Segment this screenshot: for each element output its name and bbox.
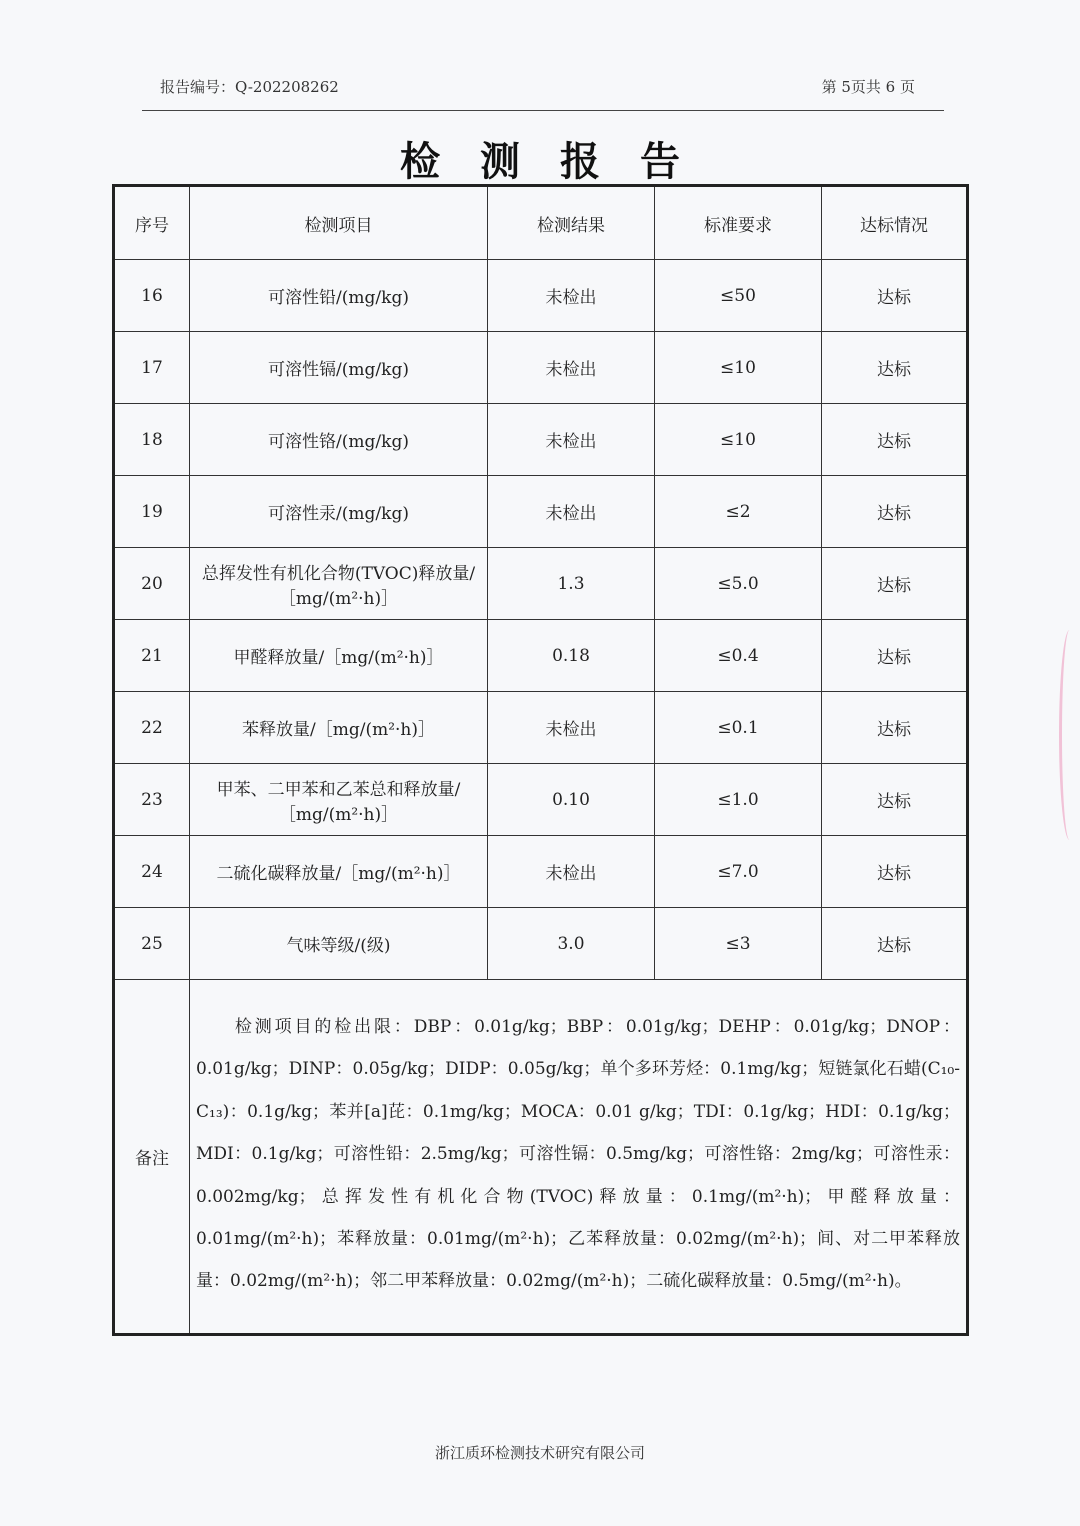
cell-no: 20 — [114, 548, 190, 620]
report-table — [112, 184, 969, 1336]
cell-result: 3.0 — [488, 908, 655, 980]
cell-result: 未检出 — [488, 836, 655, 908]
cell-result: 未检出 — [488, 260, 655, 332]
cell-item: 总挥发性有机化合物(TVOC)释放量/［mg/(m²·h)］ — [190, 548, 488, 620]
cell-status: 达标 — [822, 404, 968, 476]
cell-standard: ≤10 — [655, 332, 822, 404]
cell-status: 达标 — [822, 908, 968, 980]
cell-status: 达标 — [822, 476, 968, 548]
cell-standard: ≤5.0 — [655, 548, 822, 620]
table-row — [114, 476, 968, 548]
cell-standard: ≤0.4 — [655, 620, 822, 692]
cell-no: 18 — [114, 404, 190, 476]
cell-no: 21 — [114, 620, 190, 692]
table-row — [114, 908, 968, 980]
table-row — [114, 332, 968, 404]
cell-result: 1.3 — [488, 548, 655, 620]
col-header-no: 序号 — [114, 186, 190, 260]
cell-standard: ≤2 — [655, 476, 822, 548]
cell-result: 未检出 — [488, 404, 655, 476]
cell-item: 可溶性汞/(mg/kg) — [190, 476, 488, 548]
cell-no: 19 — [114, 476, 190, 548]
cell-no: 22 — [114, 692, 190, 764]
table-row — [114, 764, 968, 836]
cell-item: 甲苯、二甲苯和乙苯总和释放量/［mg/(m²·h)］ — [190, 764, 488, 836]
cell-standard: ≤10 — [655, 404, 822, 476]
cell-standard: ≤7.0 — [655, 836, 822, 908]
cell-result: 未检出 — [488, 476, 655, 548]
cell-status: 达标 — [822, 692, 968, 764]
cell-item: 二硫化碳释放量/［mg/(m²·h)］ — [190, 836, 488, 908]
remark-body: 检测项目的检出限：DBP：0.01g/kg；BBP：0.01g/kg；DEHP：0.01g/kg；DNOP：0.01g/kg；DINP：0.05g/kg；DIDP：0.05g/kg；单个多环芳烃：0.1mg/kg；短链氯化石蜡(C₁₀-C₁₃)：0.1g/kg；苯并[a]芘：0.1mg/kg；MOCA：0.01 g/kg；TDI：0.1g/kg；HDI：0.1g/kg；MDI：0.1g/kg；可溶性铅：2.5mg/kg；可溶性镉：0.5mg/kg；可溶性铬：2mg/kg；可溶性汞：0.002mg/kg；总挥发性有机化合物(TVOC)释放量：0.1mg/(m²·h)；甲醛释放量：0.01mg/(m²·h)；苯释放量：0.01mg/(m²·h)；乙苯释放量：0.02mg/(m²·h)；间、对二甲苯释放量：0.02mg/(m²·h)；邻二甲苯释放量：0.02mg/(m²·h)；二硫化碳释放量：0.5mg/(m²·h)。 — [196, 1017, 960, 1292]
col-header-standard: 标准要求 — [655, 186, 822, 260]
table-row — [114, 548, 968, 620]
cell-standard: ≤1.0 — [655, 764, 822, 836]
cell-item: 苯释放量/［mg/(m²·h)］ — [190, 692, 488, 764]
report-number: 报告编号：Q-202208262 — [160, 78, 339, 96]
cell-standard: ≤3 — [655, 908, 822, 980]
cell-status: 达标 — [822, 332, 968, 404]
footer-company: 浙江质环检测技术研究有限公司 — [434, 1444, 645, 1462]
cell-item: 可溶性铬/(mg/kg) — [190, 404, 488, 476]
col-header-result: 检测结果 — [488, 186, 655, 260]
cell-no: 17 — [114, 332, 190, 404]
table-row — [114, 836, 968, 908]
table-row — [114, 260, 968, 332]
cell-status: 达标 — [822, 836, 968, 908]
remark-row — [114, 980, 968, 1335]
cell-standard: ≤0.1 — [655, 692, 822, 764]
cell-result: 未检出 — [488, 332, 655, 404]
page-title: 检测报告 — [400, 138, 720, 185]
cell-status: 达标 — [822, 260, 968, 332]
seal-stamp-edge — [1059, 630, 1080, 840]
table-row — [114, 692, 968, 764]
table-row — [114, 404, 968, 476]
cell-status: 达标 — [822, 620, 968, 692]
cell-item: 甲醛释放量/［mg/(m²·h)］ — [190, 620, 488, 692]
col-header-item: 检测项目 — [190, 186, 488, 260]
remark-text — [190, 980, 968, 1335]
cell-result: 0.18 — [488, 620, 655, 692]
header-divider — [142, 110, 944, 111]
table-header-row — [114, 186, 968, 260]
cell-result: 0.10 — [488, 764, 655, 836]
cell-no: 24 — [114, 836, 190, 908]
cell-status: 达标 — [822, 764, 968, 836]
remark-label: 备注 — [114, 980, 190, 1335]
cell-item: 可溶性铅/(mg/kg) — [190, 260, 488, 332]
cell-standard: ≤50 — [655, 260, 822, 332]
cell-status: 达标 — [822, 548, 968, 620]
page-info: 第 5页共 6 页 — [821, 78, 915, 96]
cell-result: 未检出 — [488, 692, 655, 764]
cell-item: 气味等级/(级) — [190, 908, 488, 980]
cell-item: 可溶性镉/(mg/kg) — [190, 332, 488, 404]
cell-no: 16 — [114, 260, 190, 332]
col-header-status: 达标情况 — [822, 186, 968, 260]
cell-no: 23 — [114, 764, 190, 836]
table-row — [114, 620, 968, 692]
cell-no: 25 — [114, 908, 190, 980]
